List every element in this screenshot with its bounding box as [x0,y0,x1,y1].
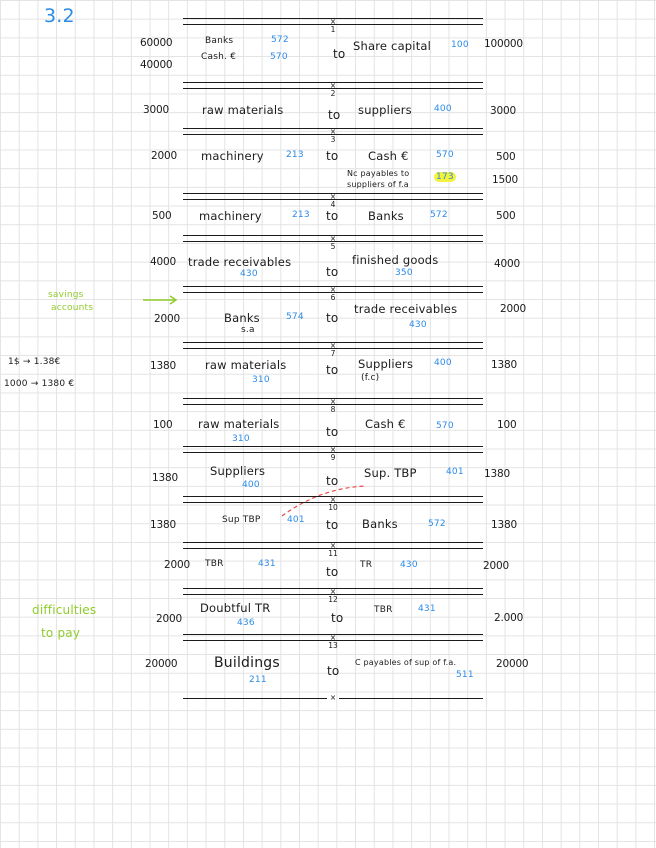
to-connector: to [326,565,339,579]
difficulties-note-line1: difficulties [32,603,97,617]
entry-number-9: × 9 [329,445,337,462]
debit-account-code: 572 [271,35,289,45]
entry-number-7: × 7 [329,341,337,358]
credit-account: Suppliers [358,357,414,371]
debit-account: raw materials [198,417,280,431]
to-connector: to [326,518,339,532]
savings-arrow-icon [143,296,176,304]
savings-note-line2: accounts [51,303,94,313]
debit-account: TBR [205,559,224,569]
debit-account-code: 401 [287,515,305,525]
debit-amount: 60000 [140,37,173,49]
debit-account: Cash. € [201,52,237,62]
debit-account-code: 310 [252,375,270,385]
entry-number-5: × 5 [329,234,337,251]
credit-account-subnote: (f.c) [361,373,380,383]
debit-account: trade receivables [188,255,292,269]
entry-number-12: × 12 [328,587,338,604]
debit-account: Suppliers [210,464,266,478]
credit-account: suppliers [358,103,412,117]
debit-account-code: 430 [240,269,258,279]
dashed-link-arrow [282,486,366,516]
debit-amount: 2000 [154,313,180,325]
credit-account-code: 572 [430,210,448,220]
highlight-marker: 173 [436,172,454,182]
debit-amount: 1380 [152,472,178,484]
credit-account-code: 430 [409,320,427,330]
credit-account: TR [360,560,373,570]
debit-amount: 40000 [140,59,173,71]
credit-amount: 2000 [500,303,526,315]
credit-amount: 1380 [484,468,510,480]
entry-number-4: × 4 [329,192,337,209]
difficulties-note-line2: to pay [41,626,81,640]
to-connector: to [326,265,339,279]
credit-account-code: 511 [456,670,474,680]
debit-account: machinery [199,209,262,223]
debit-amount: 2000 [156,613,182,625]
to-connector: to [331,611,344,625]
credit-account: Sup. TBP [364,466,417,480]
debit-account-code: 436 [237,618,255,628]
credit-amount: 20000 [496,658,529,670]
debit-amount: 20000 [145,658,178,670]
debit-account: Buildings [214,655,280,671]
credit-account-code: 570 [436,421,454,431]
entry-number-1: × 1 [329,17,337,34]
credit-account-code: 100 [451,40,469,50]
debit-account-code: 400 [242,480,260,490]
credit-amount: 1500 [492,174,518,186]
debit-account-code: 431 [258,559,276,569]
debit-account-code: 310 [232,434,250,444]
entry-number-3: × 3 [329,127,337,144]
debit-amount: 2000 [164,559,190,571]
debit-account: raw materials [205,358,287,372]
entry-number-11: × 11 [328,541,338,558]
credit-account: C payables of sup of f.a. [355,658,457,667]
debit-account-subnote: s.a [241,325,255,335]
debit-amount: 4000 [150,256,176,268]
debit-amount: 3000 [143,104,169,116]
credit-amount: 1380 [491,519,517,531]
credit-account-code: 430 [400,560,418,570]
credit-account-code: 431 [418,604,436,614]
debit-account: Banks [224,311,260,325]
debit-account: Banks [205,36,234,46]
debit-amount: 100 [153,419,173,431]
debit-amount: 1380 [150,360,176,372]
debit-account: Sup TBP [222,515,261,525]
credit-amount: 500 [496,210,516,222]
credit-account: Cash € [365,417,406,431]
credit-amount: 3000 [490,105,516,117]
debit-account-code: 574 [286,312,304,322]
exchange-rate-note-1: 1$ → 1.38€ [8,357,61,367]
to-connector: to [327,664,340,678]
credit-amount: 500 [496,151,516,163]
credit-amount: 2.000 [494,612,524,624]
credit-account-code: 401 [446,467,464,477]
debit-amount: 500 [152,210,172,222]
to-connector: to [326,363,339,377]
debit-account-code: 211 [249,675,267,685]
debit-account: machinery [201,149,264,163]
exchange-rate-note-2: 1000 → 1380 € [4,379,75,389]
credit-account: Banks [368,209,404,223]
to-connector: to [326,425,339,439]
credit-account-code: 350 [395,268,413,278]
debit-account: Doubtful TR [200,601,271,615]
credit-account: Share capital [353,39,432,53]
entry-number-6: × 6 [329,285,337,302]
to-connector: to [326,474,339,488]
credit-amount: 100 [497,419,517,431]
credit-account: Cash € [368,149,409,163]
to-connector: to [328,108,341,122]
debit-account-code: 213 [292,210,310,220]
credit-amount: 100000 [484,38,523,50]
debit-account-code: 570 [270,52,288,62]
credit-account: TBR [374,605,393,615]
credit-account: trade receivables [354,302,458,316]
credit-account-code [434,172,456,182]
credit-account: finished goods [352,253,439,267]
credit-account: Banks [362,517,398,531]
entry-number-2: × 2 [329,81,337,98]
credit-amount: 1380 [491,359,517,371]
savings-note-line1: savings [48,290,84,300]
debit-account-code: 213 [286,150,304,160]
entry-number-13: × 13 [328,633,338,650]
page-title: 3.2 [44,5,75,27]
credit-amount: 4000 [494,258,520,270]
to-connector: to [326,149,339,163]
to-connector: to [326,209,339,223]
credit-account-code: 572 [428,519,446,529]
credit-account-code: 570 [436,150,454,160]
entry-number-10: × 10 [328,495,338,512]
entry-end-mark: × [329,693,337,702]
credit-account: Nc payables to suppliers of f.a [347,169,410,189]
entry-number-8: × 8 [329,397,337,414]
debit-account: raw materials [202,103,284,117]
credit-amount: 2000 [483,560,509,572]
debit-amount: 1380 [150,519,176,531]
debit-amount: 2000 [151,150,177,162]
to-connector: to [333,47,346,61]
to-connector: to [326,311,339,325]
credit-account-code: 400 [434,104,452,114]
credit-account-code: 400 [434,358,452,368]
